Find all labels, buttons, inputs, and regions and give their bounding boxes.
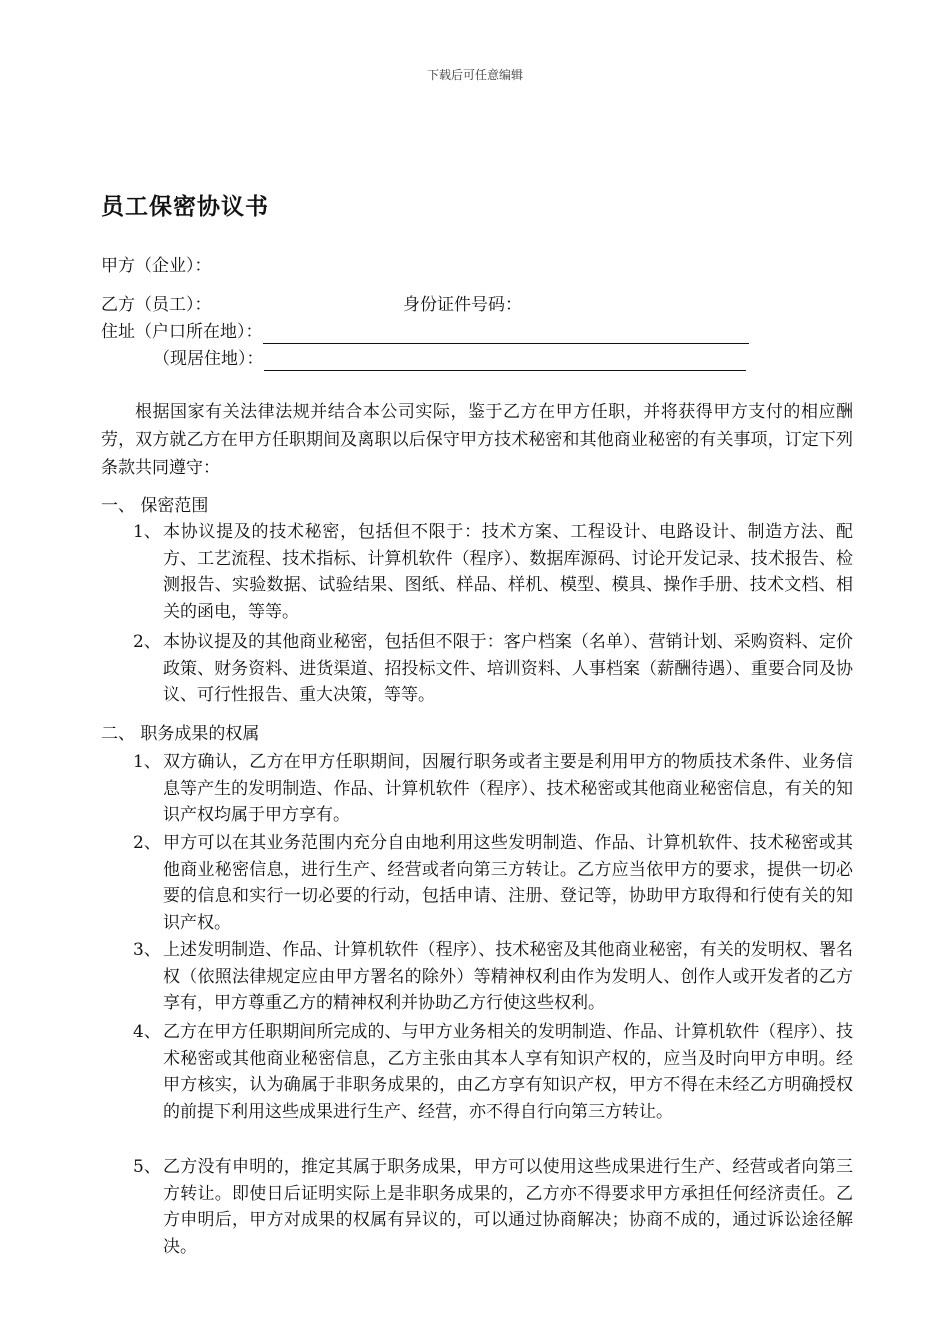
section-1-title: 一、 保密范围	[101, 496, 209, 516]
address-current-line	[153, 347, 746, 371]
item-text: 双方确认，乙方在甲方任职期间，因履行职务或者主要是利用甲方的物质技术条件、业务信息等产生的发明制造、作品、计算机软件（程序）、技术秘密或其他商业秘密信息，有关的知识产权均属于甲方享有。	[163, 752, 853, 825]
address-current-label: （现居住地）：	[153, 349, 264, 369]
item-number: 2、	[133, 833, 161, 853]
section-1-item-2	[133, 629, 853, 709]
item-number: 1、	[133, 752, 161, 772]
item-text: 上述发明制造、作品、计算机软件（程序）、技术秘密及其他商业秘密，有关的发明权、署名权（依照法律规定应由甲方署名的除外）等精神权利由作为发明人、创作人或开发者的乙方享有，甲方尊重乙方的精神权利并协助乙方行使这些权利。	[163, 940, 853, 1013]
intro-paragraph: 根据国家有关法律法规并结合本公司实际，鉴于乙方在甲方任职，并将获得甲方支付的相应酬劳，双方就乙方在甲方任职期间及离职以后保守甲方技术秘密和其他商业秘密的有关事项，订定下列条款共同遵守：	[101, 402, 853, 478]
item-text: 本协议提及的技术秘密，包括但不限于：技术方案、工程设计、电路设计、制造方法、配方、工艺流程、技术指标、计算机软件（程序）、数据库源码、讨论开发记录、技术报告、检测报告、实验数据、试验结果、图纸、样品、样机、模型、模具、操作手册、技术文档、相关的函电，等等。	[163, 522, 853, 622]
item-number: 4、	[133, 1022, 161, 1042]
party-a-line	[101, 254, 212, 278]
document-title: 员工保密协议书	[101, 193, 269, 220]
address-registered-blank	[263, 326, 749, 344]
party-a-label: 甲方（企业）：	[101, 256, 212, 276]
section-2-item-4	[133, 1019, 853, 1125]
address-registered-label: 住址（户口所在地）：	[101, 322, 263, 342]
party-b-line	[101, 293, 212, 317]
item-text: 甲方可以在其业务范围内充分自由地利用这些发明制造、作品、计算机软件、技术秘密或其他商业秘密信息，进行生产、经营或者向第三方转让。乙方应当依甲方的要求，提供一切必要的信息和实行一切必要的行动，包括申请、注册、登记等，协助甲方取得和行使有关的知识产权。	[163, 833, 853, 933]
section-2-item-1	[133, 749, 853, 829]
id-number-line	[403, 293, 522, 317]
item-text: 乙方在甲方任职期间所完成的、与甲方业务相关的发明制造、作品、计算机软件（程序）、技术秘密或其他商业秘密信息，乙方主张由其本人享有知识产权的，应当及时向甲方申明。经甲方核实，认为确属于非职务成果的，由乙方享有知识产权，甲方不得在未经乙方明确授权的前提下利用这些成果进行生产、经营，亦不得自行向第三方转让。	[163, 1022, 853, 1122]
address-current-blank	[264, 353, 746, 371]
section-2-item-3	[133, 937, 853, 1017]
section-2-item-2	[133, 830, 853, 936]
address-registered-line	[101, 320, 749, 344]
item-text: 乙方没有申明的，推定其属于职务成果，甲方可以使用这些成果进行生产、经营或者向第三方转让。即使日后证明实际上是非职务成果的，乙方亦不得要求甲方承担任何经济责任。乙方申明后，甲方对成果的权属有异议的，可以通过协商解决；协商不成的，通过诉讼途径解决。	[163, 1157, 853, 1257]
item-number: 5、	[133, 1157, 161, 1177]
section-2-item-5	[133, 1154, 853, 1260]
party-b-label: 乙方（员工）：	[101, 295, 212, 315]
header-note: 下载后可任意编辑	[426, 68, 523, 82]
item-number: 1、	[133, 522, 161, 542]
item-number: 3、	[133, 940, 161, 960]
id-number-label: 身份证件号码：	[403, 295, 522, 315]
section-1-item-1	[133, 519, 853, 625]
item-text: 本协议提及的其他商业秘密，包括但不限于：客户档案（名单）、营销计划、采购资料、定价政策、财务资料、进货渠道、招投标文件、培训资料、人事档案（薪酬待遇）、重要合同及协议、可行性报告、重大决策，等等。	[163, 632, 853, 705]
section-2-title: 二、 职务成果的权属	[101, 724, 260, 744]
item-number: 2、	[133, 632, 161, 652]
